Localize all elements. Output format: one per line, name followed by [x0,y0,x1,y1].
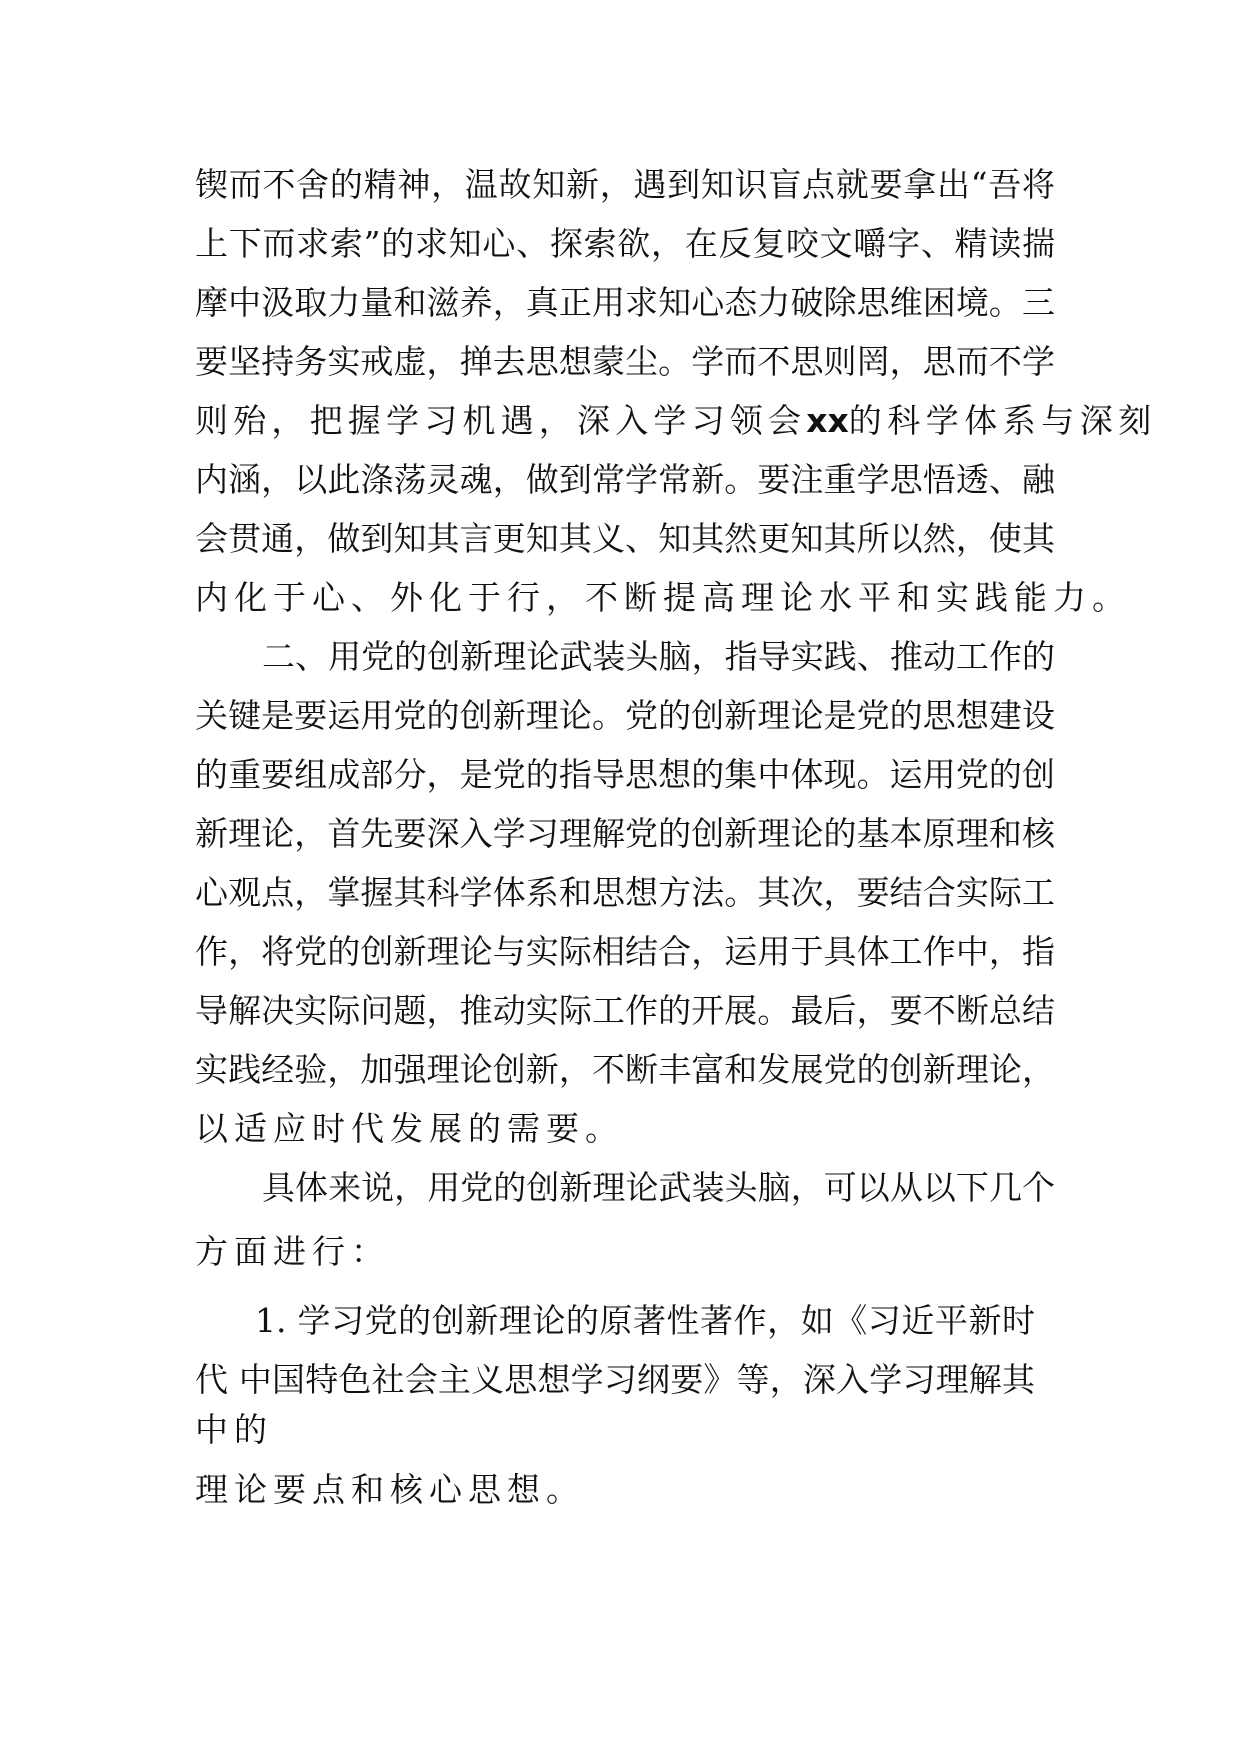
text-line: 方面进行： [195,1232,390,1271]
text-line: 新理论，首先要深入学习理解党的创新理论的基本原理和核 [195,814,1055,853]
numbered-item-line: 1. 学习党的创新理论的原著性著作，如《习近平新时 [255,1301,1035,1340]
paragraph-start-line: 二、用党的创新理论武装头脑，指导实践、推动工作的 [262,637,1055,676]
text-line: 代 中国特色社会主义思想学习纲要》等，深入学习理解其 [195,1360,1035,1399]
text-line: 上下而求索”的求知心、探索欲，在反复咬文嚼字、精读揣 [195,224,1055,263]
text-line: 以适应时代发展的需要。 [195,1109,624,1148]
text-line: 的重要组成部分，是党的指导思想的集中体现。运用党的创 [195,755,1055,794]
text-line: 心观点，掌握其科学体系和思想方法。其次，要结合实际工 [195,873,1055,912]
text-line: 内化于心、外化于行，不断提高理论水平和实践能力。 [195,578,1131,617]
text-line [195,391,1157,451]
paragraph-start-line: 具体来说，用党的创新理论武装头脑，可以从以下几个 [262,1168,1055,1207]
text-line: 实践经验，加强理论创新，不断丰富和发展党的创新理论， [195,1050,1055,1089]
text-line: 要坚持务实戒虚，掸去思想蒙尘。学而不思则罔，思而不学 [195,342,1055,381]
text-line: 中的 [195,1410,273,1449]
text-line: 关键是要运用党的创新理论。党的创新理论是党的思想建设 [195,696,1055,735]
text-line: 内涵，以此涤荡灵魂，做到常学常新。要注重学思悟透、融 [195,460,1055,499]
text-line: 会贯通，做到知其言更知其义、知其然更知其所以然，使其 [195,519,1055,558]
text-span: 的科学体系与深刻 [848,401,1157,440]
text-span: 则殆，把握学习机遇，深入学习领会 [195,401,807,440]
placeholder-xx: xx [806,401,849,440]
text-line: 锲而不舍的精神，温故知新，遇到知识盲点就要拿出“吾将 [195,165,1055,204]
text-line: 导解决实际问题，推动实际工作的开展。最后，要不断总结 [195,991,1055,1030]
text-line: 理论要点和核心思想。 [195,1470,585,1509]
text-line: 作，将党的创新理论与实际相结合，运用于具体工作中，指 [195,932,1055,971]
text-line: 摩中汲取力量和滋养，真正用求知心态力破除思维困境。三 [195,283,1055,322]
